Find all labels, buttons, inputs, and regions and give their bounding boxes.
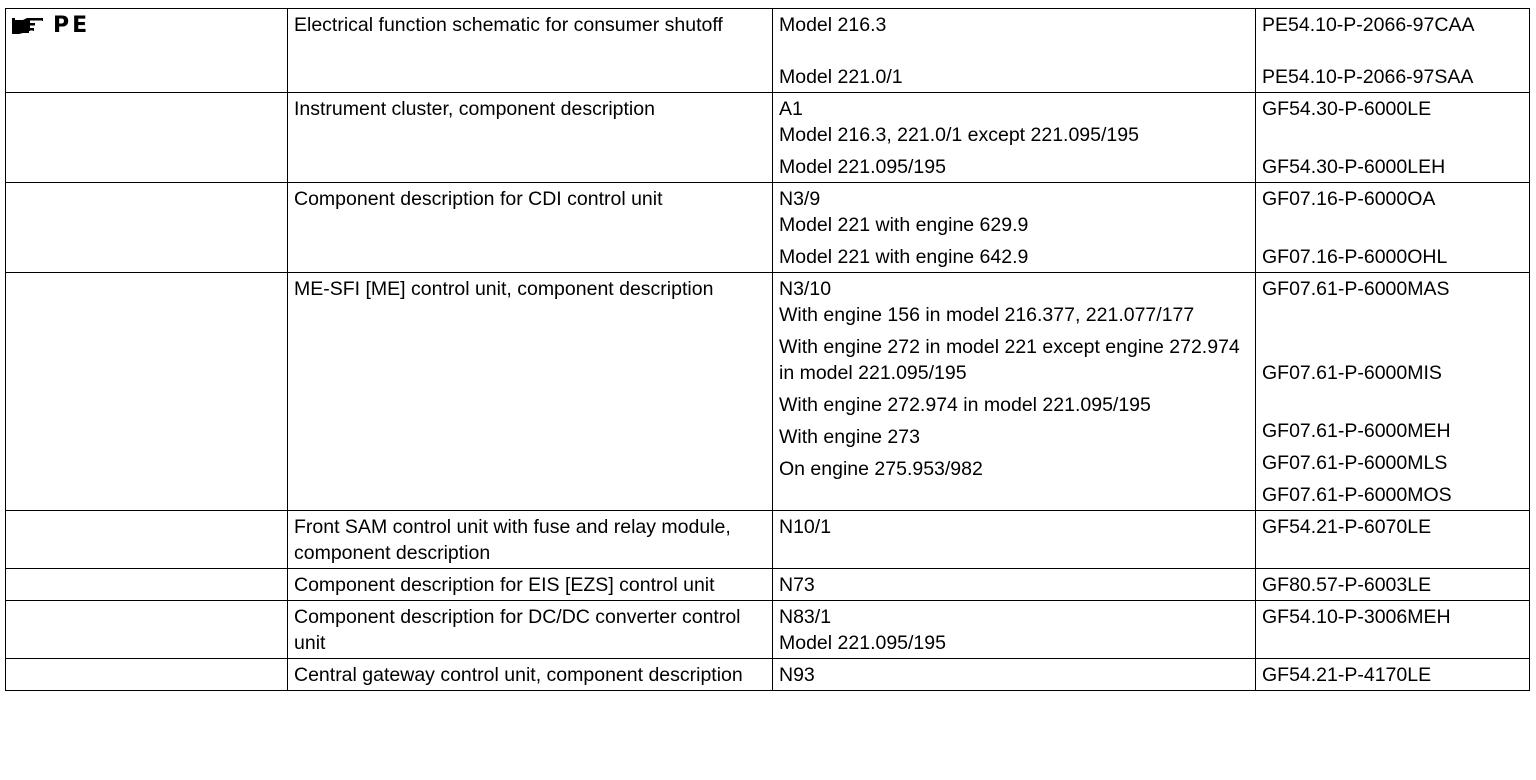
condition: N3/9: [779, 188, 821, 210]
condition: Model 221.095/195: [779, 632, 946, 654]
document-number: GF54.21-P-6070LE: [1262, 516, 1432, 538]
condition: Model 221 with engine 642.9: [779, 246, 1029, 268]
document-cell: [1256, 9, 1530, 93]
condition: N83/1: [779, 606, 832, 628]
condition: With engine 273: [779, 426, 920, 448]
row-title: Central gateway control unit, component description: [294, 664, 743, 686]
table-row: [6, 601, 1530, 659]
condition: Model 221 with engine 629.9: [779, 214, 1029, 236]
document-number: GF80.57-P-6003LE: [1262, 574, 1432, 596]
document-number: GF54.30-P-6000LEH: [1262, 156, 1446, 178]
reference-table: [5, 8, 1530, 691]
row-title: Component description for DC/DC converter control unit: [294, 606, 741, 654]
document-number: PE54.10-P-2066-97SAA: [1262, 66, 1474, 88]
table-row: [6, 659, 1530, 691]
row-title: Electrical function schematic for consumer shutoff: [294, 14, 723, 36]
condition: Model 216.3, 221.0/1 except 221.095/195: [779, 124, 1139, 146]
table-row: [6, 93, 1530, 183]
document-number: GF07.61-P-6000MLS: [1262, 452, 1448, 474]
row-title: ME-SFI [ME] control unit, component description: [294, 278, 714, 300]
row-title: Front SAM control unit with fuse and relay module, component description: [294, 516, 731, 564]
table-row: [6, 511, 1530, 569]
condition: With engine 272 in model 221 except engine 272.974 in model 221.095/195: [779, 336, 1240, 384]
document-number: GF07.61-P-6000MIS: [1262, 362, 1442, 384]
document-number: GF54.21-P-4170LE: [1262, 664, 1432, 686]
condition: N10/1: [779, 516, 832, 538]
condition: N73: [779, 574, 815, 596]
condition: On engine 275.953/982: [779, 458, 983, 480]
pe-marker: [11, 12, 281, 40]
condition: N3/10: [779, 278, 832, 300]
condition: With engine 272.974 in model 221.095/195: [779, 394, 1151, 416]
document-number: GF54.30-P-6000LE: [1262, 98, 1432, 120]
table-row: [6, 569, 1530, 601]
pe-label: PE: [53, 13, 91, 38]
condition: With engine 156 in model 216.377, 221.077/177: [779, 304, 1195, 326]
table-row: [6, 273, 1530, 511]
condition: Model 216.3: [779, 14, 887, 36]
condition: A1: [779, 98, 803, 120]
document-number: PE54.10-P-2066-97CAA: [1262, 14, 1475, 36]
document-number: GF07.16-P-6000OHL: [1262, 246, 1448, 268]
row-title: Instrument cluster, component description: [294, 98, 655, 120]
document-number: GF07.61-P-6000MOS: [1262, 484, 1452, 506]
row-title: Component description for EIS [EZS] control unit: [294, 574, 715, 596]
marker-cell: [6, 9, 288, 93]
title-cell: [288, 9, 773, 93]
condition: Model 221.095/195: [779, 156, 946, 178]
document-number: GF07.16-P-6000OA: [1262, 188, 1436, 210]
pointing-hand-icon: [11, 15, 45, 37]
table-row: [6, 183, 1530, 273]
document-number: GF07.61-P-6000MAS: [1262, 278, 1450, 300]
condition: Model 221.0/1: [779, 66, 903, 88]
row-title: Component description for CDI control unit: [294, 188, 663, 210]
table-row: [6, 9, 1530, 93]
document-number: GF07.61-P-6000MEH: [1262, 420, 1451, 442]
condition-cell: [773, 9, 1256, 93]
condition: N93: [779, 664, 815, 686]
document-number: GF54.10-P-3006MEH: [1262, 606, 1451, 628]
